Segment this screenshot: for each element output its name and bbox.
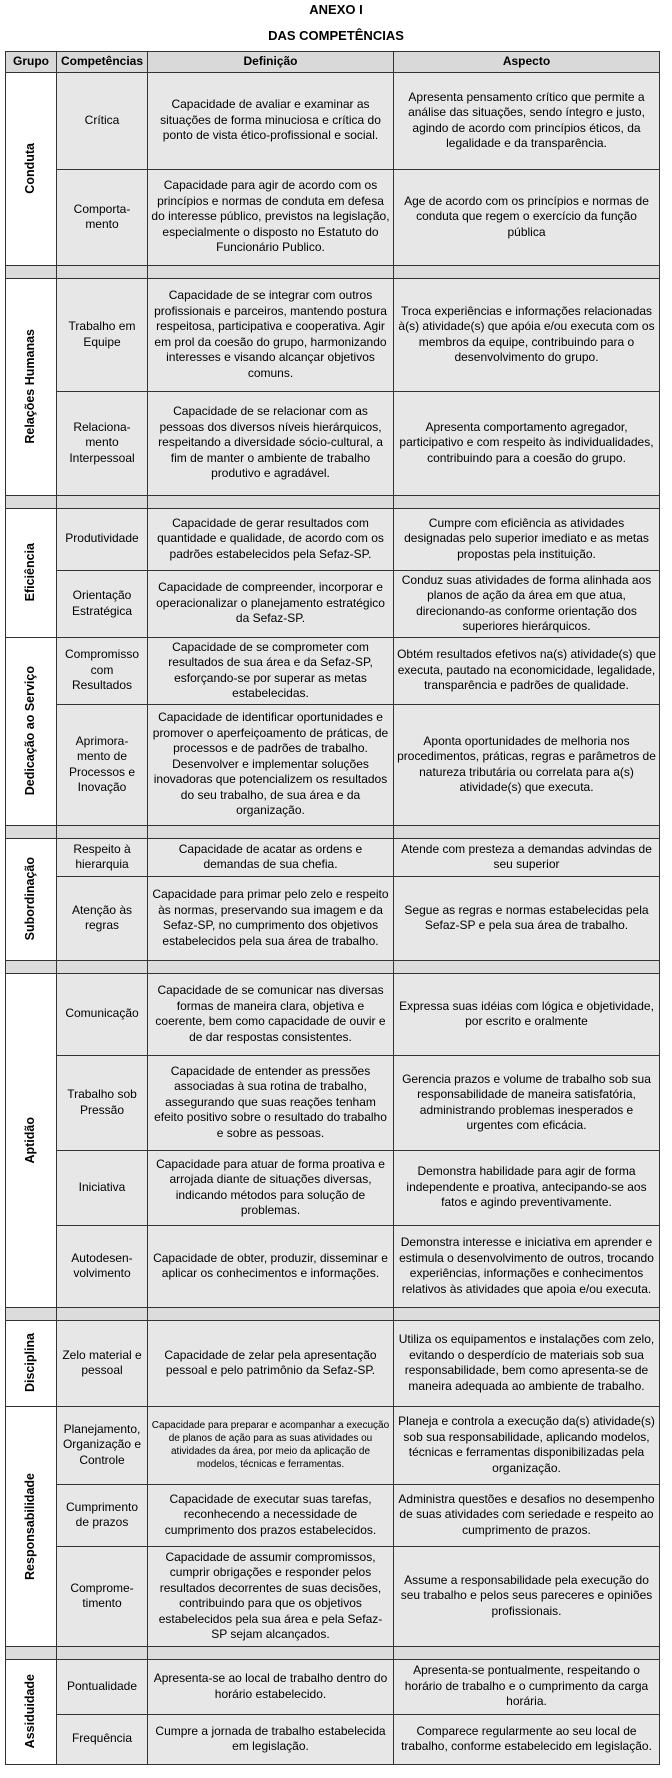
definicao-cell: Capacidade de gerar resultados com quantidade e qualidade, de acordo com os padrões estabelecidos pela Sefaz-SP. — [148, 508, 394, 570]
separator-row — [6, 1646, 660, 1659]
separator-row — [6, 1307, 660, 1320]
group-cell — [6, 637, 57, 825]
separator-row — [6, 960, 660, 973]
group-cell — [6, 508, 57, 637]
table-row — [6, 1714, 660, 1764]
competencia-cell: Cumprimento de prazos — [57, 1484, 148, 1546]
separator-row — [6, 495, 660, 508]
separator-row — [6, 825, 660, 838]
definicao-cell: Capacidade para agir de acordo com os princípios e normas de conduta em defesa do interesse público, previstos na legislação, especialmente o disposto no Estatuto do Funcionário Publico. — [148, 169, 394, 265]
table-row — [6, 278, 660, 391]
definicao-cell: Capacidade para preparar e acompanhar a execução de planos de ação para as suas atividades ou atividades da área, por meio da aplicação de modelos, técnicas e ferramentas. — [148, 1406, 394, 1484]
group-label: Dedicação ao Serviço — [23, 666, 38, 796]
definicao-cell: Capacidade de zelar pela apresentação pessoal e pelo patrimônio da Sefaz-SP. — [148, 1320, 394, 1406]
table-row — [6, 1225, 660, 1307]
table-row — [6, 1320, 660, 1406]
group-cell — [6, 1320, 57, 1406]
definicao-cell: Capacidade de se comprometer com resultados de sua área e da Sefaz-SP, esforçando-se por superar as metas estabelecidas. — [148, 637, 394, 704]
table-row — [6, 1055, 660, 1150]
definicao-cell: Capacidade de acatar as ordens e demandas de sua chefia. — [148, 838, 394, 876]
table-row — [6, 72, 660, 169]
competencia-cell: Comporta-mento — [57, 169, 148, 265]
aspecto-cell: Cumpre com eficiência as atividades designadas pelo superior imediato e as metas propostas pela instituição. — [394, 508, 660, 570]
competencia-cell: Autodesen-volvimento — [57, 1225, 148, 1307]
header-aspecto: Aspecto — [394, 52, 660, 73]
group-cell — [6, 973, 57, 1307]
competencia-cell: Trabalho em Equipe — [57, 278, 148, 391]
aspecto-cell: Comparece regularmente ao seu local de trabalho, conforme estabelecido em legislação. — [394, 1714, 660, 1764]
group-label: Conduta — [23, 143, 38, 194]
aspecto-cell: Apresenta pensamento crítico que permite a análise das situações, sendo íntegro e justo, agindo de acordo com princípios éticos, da legalidade e da transparência. — [394, 72, 660, 169]
competencia-cell: Trabalho sob Pressão — [57, 1055, 148, 1150]
aspecto-cell: Planeja e controla a execução da(s) atividade(s) sob sua responsabilidade, aplicando modelos, técnicas e ferramentas disponibilizadas pela organização. — [394, 1406, 660, 1484]
group-label: Aptidão — [23, 1116, 38, 1164]
aspecto-cell: Assume a responsabilidade pela execução do seu trabalho e pelos seus pareceres e opiniões profissionais. — [394, 1546, 660, 1646]
table-row — [6, 704, 660, 825]
aspecto-cell: Expressa suas idéias com lógica e objetividade, por escrito e oralmente — [394, 973, 660, 1055]
aspecto-cell: Demonstra habilidade para agir de forma independente e proativa, antecipando-se aos fatos e agindo preventivamente. — [394, 1150, 660, 1225]
competencia-cell: Orientação Estratégica — [57, 570, 148, 637]
competencia-cell: Zelo material e pessoal — [57, 1320, 148, 1406]
table-row — [6, 876, 660, 960]
aspecto-cell: Age de acordo com os princípios e normas de conduta que regem o exercício da função pública — [394, 169, 660, 265]
table-header-row — [6, 52, 660, 73]
document-subtitle: DAS COMPETÊNCIAS — [268, 28, 404, 43]
definicao-cell: Capacidade de se relacionar com as pessoas dos diversos níveis hierárquicos, respeitando a diversidade sócio-cultural, a fim de manter o ambiente de trabalho produtivo e agradável. — [148, 391, 394, 495]
table-row — [6, 169, 660, 265]
aspecto-cell: Gerencia prazos e volume de trabalho sob sua responsabilidade de maneira satisfatória, administrando problemas inesperados e urgentes com eficácia. — [394, 1055, 660, 1150]
group-cell — [6, 72, 57, 265]
aspecto-cell: Obtém resultados efetivos na(s) atividade(s) que executa, pautado na economicidade, legalidade, transparência e padrões de qualidade. — [394, 637, 660, 704]
aspecto-cell: Demonstra interesse e iniciativa em aprender e estimula o desenvolvimento de outros, trocando experiências, informações e conhecimentos relativos às atividades que apoia e/ou executa. — [394, 1225, 660, 1307]
aspecto-cell: Conduz suas atividades de forma alinhada aos planos de ação da área em que atua, direcionando-as conforme orientação dos superiores hierárquicos. — [394, 570, 660, 637]
header-definicao: Definição — [148, 52, 394, 73]
table-row — [6, 508, 660, 570]
competencia-cell: Comprome-timento — [57, 1546, 148, 1646]
table-row — [6, 973, 660, 1055]
competencia-cell: Relaciona-mento Interpessoal — [57, 391, 148, 495]
competencia-cell: Crítica — [57, 72, 148, 169]
aspecto-cell: Apresenta-se pontualmente, respeitando o horário de trabalho e o cumprimento da carga horária. — [394, 1659, 660, 1714]
aspecto-cell: Atende com presteza a demandas advindas de seu superior — [394, 838, 660, 876]
group-cell — [6, 1659, 57, 1764]
definicao-cell: Capacidade de compreender, incorporar e operacionalizar o planejamento estratégico da Sefaz-SP. — [148, 570, 394, 637]
definicao-cell: Capacidade de se integrar com outros profissionais e parceiros, mantendo postura respeitosa, participativa e cooperativa. Agir em prol da coesão do grupo, harmonizando interesses e visando alcançar objetivos comuns. — [148, 278, 394, 391]
competencia-cell: Atenção às regras — [57, 876, 148, 960]
definicao-cell: Capacidade de identificar oportunidades e promover o aperfeiçoamento de práticas, de processos e de padrões de trabalho. Desenvolver e implementar soluções inovadoras que potencializem os resultados do seu trabalho, de sua área e da organização. — [148, 704, 394, 825]
aspecto-cell: Apresenta comportamento agregador, participativo e com respeito às individualidades, contribuindo para a coesão do grupo. — [394, 391, 660, 495]
definicao-cell: Capacidade de entender as pressões associadas à sua rotina de trabalho, assegurando que suas reações tenham efeito positivo sobre o resultado do trabalho e sobre as pessoas. — [148, 1055, 394, 1150]
competencia-cell: Aprimora-mento de Processos e Inovação — [57, 704, 148, 825]
group-label: Assiduidade — [23, 1674, 38, 1749]
group-label: Responsabilidade — [23, 1472, 38, 1580]
competencia-cell: Pontualidade — [57, 1659, 148, 1714]
separator-row — [6, 265, 660, 278]
competencia-cell: Frequência — [57, 1714, 148, 1764]
definicao-cell: Capacidade de se comunicar nas diversas formas de maneira clara, objetiva e coerente, bem como capacidade de ouvir e de dar respostas consistentes. — [148, 973, 394, 1055]
table-row — [6, 1546, 660, 1646]
group-label: Subordinação — [23, 857, 38, 941]
definicao-cell: Capacidade para atuar de forma proativa e arrojada diante de situações diversas, indicando métodos para solução de problemas. — [148, 1150, 394, 1225]
definicao-cell: Capacidade de avaliar e examinar as situações de forma minuciosa e crítica do ponto de vista ético-profissional e social. — [148, 72, 394, 169]
definicao-cell: Capacidade de obter, produzir, disseminar e aplicar os conhecimentos e informações. — [148, 1225, 394, 1307]
group-cell — [6, 838, 57, 960]
header-grupo: Grupo — [6, 52, 57, 73]
header-competencias: Competências — [57, 52, 148, 73]
table-row — [6, 391, 660, 495]
table-row — [6, 1150, 660, 1225]
group-label: Relações Humanas — [23, 329, 38, 444]
table-row — [6, 838, 660, 876]
competencia-cell: Planejamento, Organização e Controle — [57, 1406, 148, 1484]
aspecto-cell: Aponta oportunidades de melhoria nos procedimentos, práticas, regras e parâmetros de natureza tributária ou correlata para a(s) atividade(s) que executa. — [394, 704, 660, 825]
aspecto-cell: Administra questões e desafios no desempenho de suas atividades com seriedade e respeito ao cumprimento de prazos. — [394, 1484, 660, 1546]
definicao-cell: Apresenta-se ao local de trabalho dentro do horário estabelecido. — [148, 1659, 394, 1714]
table-row — [6, 570, 660, 637]
table-row — [6, 1484, 660, 1546]
aspecto-cell: Utiliza os equipamentos e instalações com zelo, evitando o desperdício de materiais sob sua responsabilidade, bem como apresenta-se de maneira adequada ao ambiente de trabalho. — [394, 1320, 660, 1406]
table-row — [6, 1659, 660, 1714]
competencies-table — [5, 51, 660, 1765]
definicao-cell: Capacidade de assumir compromissos, cumprir obrigações e responder pelos resultados decorrentes de suas decisões, contribuindo para que os objetivos estabelecidos pela sua área e pela Sefaz-SP sejam alcançados. — [148, 1546, 394, 1646]
table-row — [6, 1406, 660, 1484]
competencia-cell: Respeito à hierarquia — [57, 838, 148, 876]
group-label: Disciplina — [23, 1333, 38, 1393]
definicao-cell: Capacidade de executar suas tarefas, reconhecendo a necessidade de cumprimento dos prazos estabelecidos. — [148, 1484, 394, 1546]
competencia-cell: Produtividade — [57, 508, 148, 570]
document-title: ANEXO I — [309, 2, 363, 17]
aspecto-cell: Segue as regras e normas estabelecidas pela Sefaz-SP e pela sua área de trabalho. — [394, 876, 660, 960]
group-cell — [6, 1406, 57, 1646]
competencia-cell: Comunicação — [57, 973, 148, 1055]
definicao-cell: Capacidade para primar pelo zelo e respeito às normas, preservando sua imagem e da Sefaz-SP, no cumprimento dos objetivos estabelecidos pela sua área de trabalho. — [148, 876, 394, 960]
group-label: Eficiência — [23, 543, 38, 602]
competencia-cell: Iniciativa — [57, 1150, 148, 1225]
table-row — [6, 637, 660, 704]
competencia-cell: Compromisso com Resultados — [57, 637, 148, 704]
aspecto-cell: Troca experiências e informações relacionadas à(s) atividade(s) que apóia e/ou executa com os membros da equipe, contribuindo para o desenvolvimento do grupo. — [394, 278, 660, 391]
definicao-cell: Cumpre a jornada de trabalho estabelecida em legislação. — [148, 1714, 394, 1764]
group-cell — [6, 278, 57, 495]
